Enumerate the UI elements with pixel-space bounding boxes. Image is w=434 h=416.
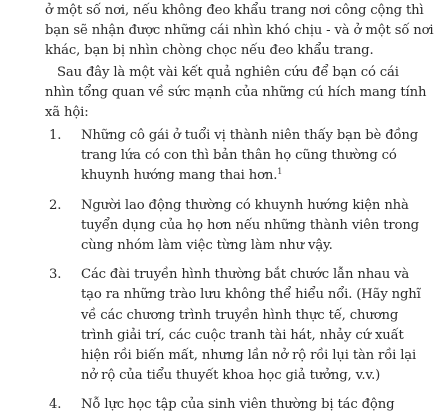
footnote-marker: 1	[277, 167, 283, 177]
list-item-1	[49, 126, 419, 187]
list-item-3-line-4: trình giải trí, các cuộc tranh tài hát, nhảy cứ xuất	[81, 327, 404, 343]
list-item-3	[49, 265, 421, 386]
list-item-1-line-3-text: khuynh hướng mang thai hơn.	[81, 168, 278, 184]
lead-paragraph	[45, 63, 427, 124]
list-item-3-line-2: tạo ra những trào lưu không thể hiểu nổi. (Hãy nghĩ	[81, 287, 421, 303]
list-item-1-line-1: Những cô gái ở tuổi vị thành niên thấy bạn bè đồng	[81, 128, 419, 143]
list-item-3-line-1: Các đài truyền hình thường bắt chước lẫn nhau và	[81, 267, 410, 283]
findings-list	[49, 126, 421, 416]
list-item-2-line-2: tuyển dụng của họ hơn nếu những thành viên trong	[81, 217, 419, 233]
intro-paragraph	[45, 1, 434, 62]
list-number-4: 4.	[49, 397, 62, 413]
list-item-2	[49, 196, 419, 257]
list-number-1: 1.	[49, 128, 62, 143]
intro-line-2: bạn sẽ nhận được những cái nhìn khó chịu - và ở một số nơi	[45, 23, 434, 39]
list-item-1-line-2: trang lứa có con thì bản thân họ cũng thường có	[81, 148, 397, 164]
list-number-3: 3.	[49, 267, 62, 283]
lead-line-2: nhìn tổng quan về sức mạnh của những cú hích mang tính	[45, 85, 427, 101]
list-item-2-line-1: Người lao động thường có khuynh hướng kiện nhà	[81, 197, 409, 213]
lead-line-1: Sau đây là một vài kết quả nghiên cứu để bạn có cái	[57, 65, 399, 80]
intro-line-1: ở một số nơi, nếu không đeo khẩu trang nơi công cộng thì	[45, 3, 424, 18]
lead-line-3: xã hội:	[45, 105, 89, 121]
list-item-2-line-3: cùng nhóm làm việc từng làm như vậy.	[81, 238, 333, 254]
list-item-4-line-1: Nỗ lực học tập của sinh viên thường bị tác động	[81, 397, 395, 413]
list-item-3-line-5: hiện rồi biến mất, nhưng lần nở rộ rồi lụi tàn rồi lại	[81, 348, 417, 364]
list-item-4	[49, 395, 395, 415]
list-item-1-line-3	[81, 166, 368, 186]
list-item-3-line-3: về các chương trình truyền hình thực tế, chương	[81, 307, 399, 323]
list-item-3-line-6: nở rộ của tiểu thuyết khoa học giả tưởng, v.v.)	[81, 368, 381, 384]
list-number-2: 2.	[49, 197, 62, 213]
intro-line-3: khác, bạn bị nhìn chòng chọc nếu đeo khẩu trang.	[45, 43, 374, 59]
